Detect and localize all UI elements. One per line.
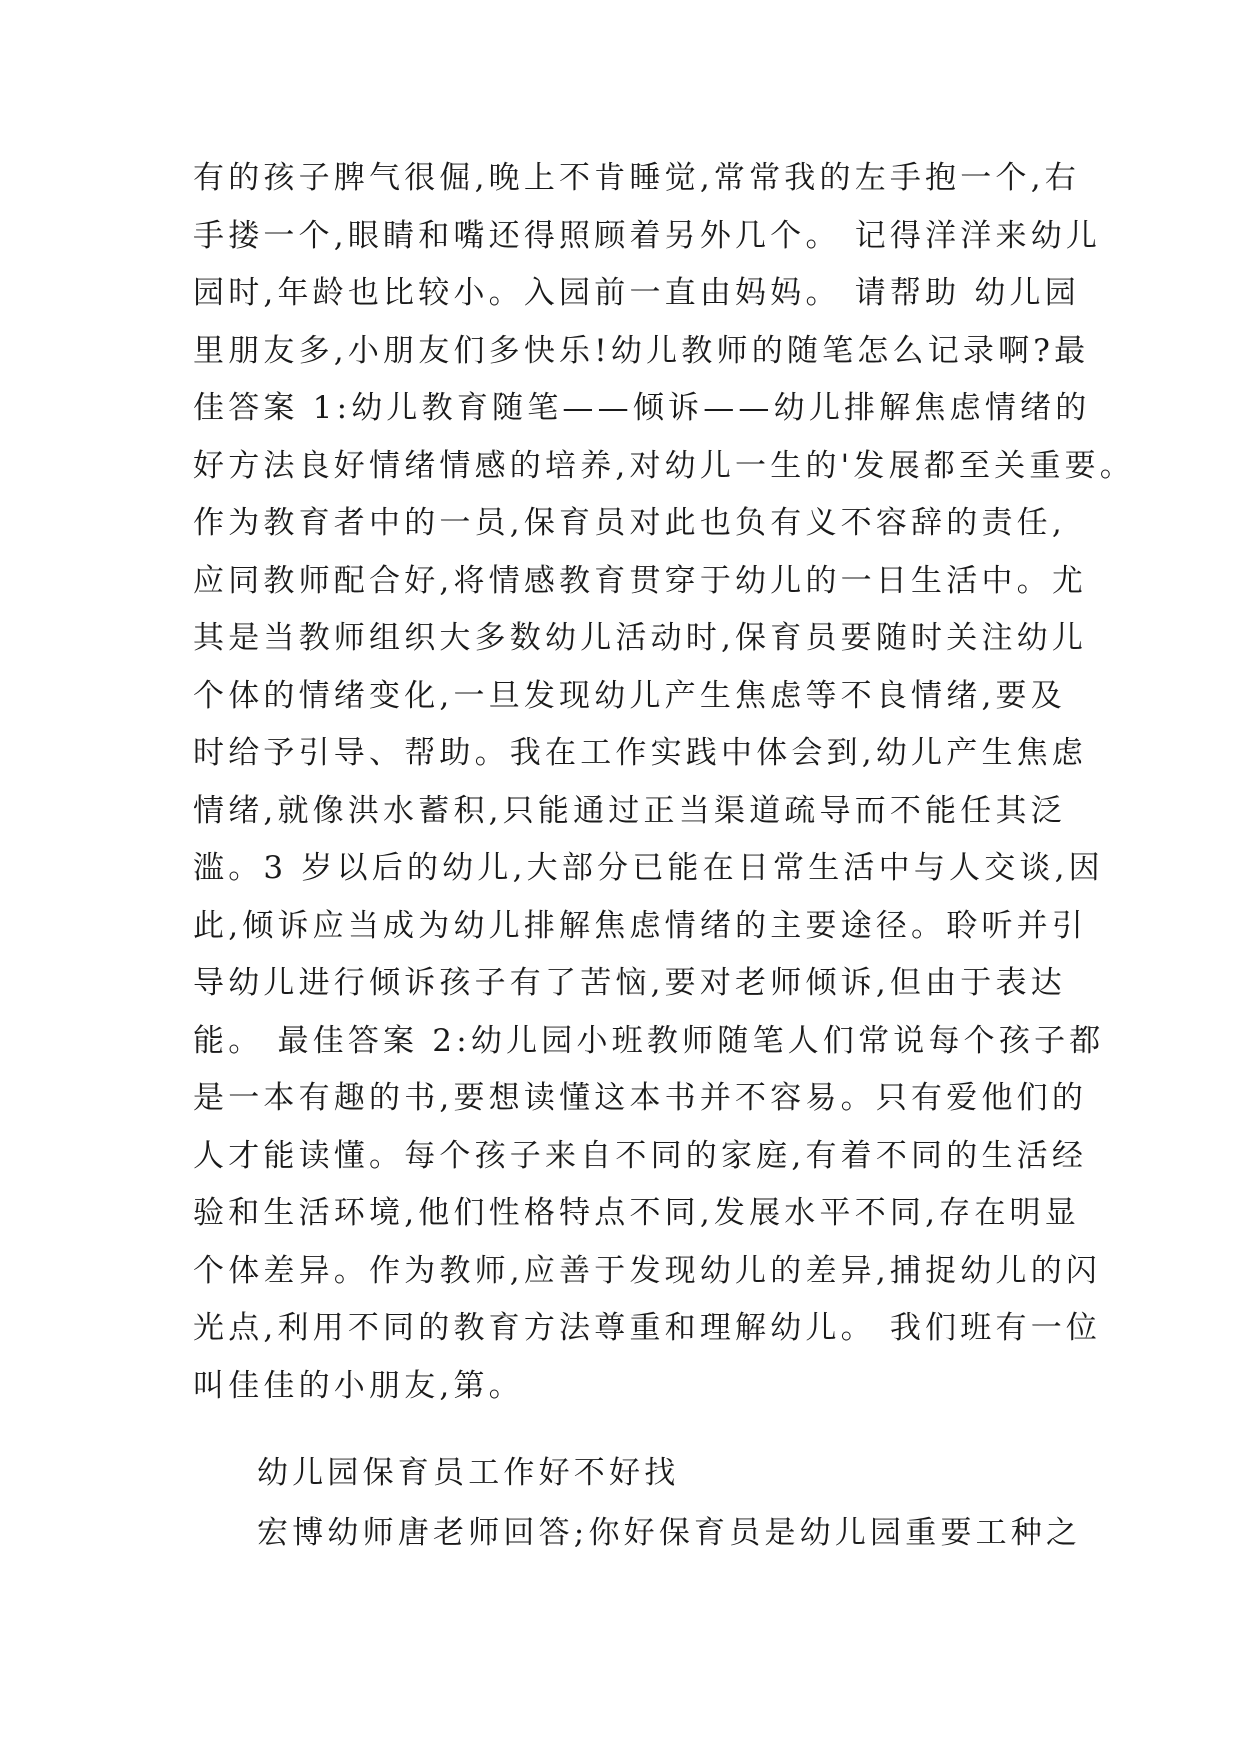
text-line: 能。 最佳答案 2:幼儿园小班教师随笔人们常说每个孩子都 — [193, 1022, 1105, 1059]
text-line: 个体的情绪变化,一旦发现幼儿产生焦虑等不良情绪,要及 — [193, 677, 1066, 714]
section-heading: 幼儿园保育员工作好不好找 — [257, 1455, 680, 1491]
text-line: 光点,利用不同的教育方法尊重和理解幼儿。 我们班有一位 — [193, 1310, 1102, 1346]
text-line: 其是当教师组织大多数幼儿活动时,保育员要随时关注幼儿 — [193, 620, 1088, 656]
text-line: 手搂一个,眼睛和嘴还得照顾着另外几个。 记得洋洋来幼儿 — [193, 217, 1102, 254]
text-line: 导幼儿进行倾诉孩子有了苦恼,要对老师倾诉,但由于表达 — [193, 965, 1066, 1001]
text-line: 应同教师配合好,将情感教育贯穿于幼儿的一日生活中。尤 — [193, 562, 1088, 599]
text-line: 佳答案 1:幼儿教育随笔——倾诉——幼儿排解焦虑情绪的 — [193, 390, 1091, 426]
text-line: 验和生活环境,他们性格特点不同,发展水平不同,存在明显 — [193, 1195, 1080, 1231]
text-line: 叫佳佳的小朋友,第。 — [193, 1367, 524, 1404]
text-line: 个体差异。作为教师,应善于发现幼儿的差异,捕捉幼儿的闪 — [193, 1252, 1102, 1289]
text-line: 人才能读懂。每个孩子来自不同的家庭,有着不同的生活经 — [193, 1137, 1088, 1174]
text-line: 情绪,就像洪水蓄积,只能通过正当渠道疏导而不能任其泛 — [193, 792, 1066, 829]
text-line: 作为教育者中的一员,保育员对此也负有义不容辞的责任, — [193, 505, 1066, 541]
text-line: 园时,年龄也比较小。入园前一直由妈妈。 请帮助 幼儿园 — [193, 275, 1080, 311]
body-paragraph — [193, 150, 1135, 1415]
answer-paragraph: 宏博幼师唐老师回答;你好保育员是幼儿园重要工种之 — [257, 1515, 1082, 1551]
text-line: 有的孩子脾气很倔,晚上不肯睡觉,常常我的左手抱一个,右 — [193, 160, 1080, 196]
text-line: 是一本有趣的书,要想读懂这本书并不容易。只有爱他们的 — [193, 1080, 1088, 1116]
text-line: 滥。3 岁以后的幼儿,大部分已能在日常生活中与人交谈,因 — [193, 850, 1104, 886]
text-line: 时给予引导、帮助。我在工作实践中体会到,幼儿产生焦虑 — [193, 735, 1088, 771]
text-line: 好方法良好情绪情感的培养,对幼儿一生的'发展都至关重要。 — [193, 447, 1135, 484]
text-line: 里朋友多,小朋友们多快乐!幼儿教师的随笔怎么记录啊?最 — [193, 332, 1090, 369]
text-line: 此,倾诉应当成为幼儿排解焦虑情绪的主要途径。聆听并引 — [193, 907, 1088, 944]
